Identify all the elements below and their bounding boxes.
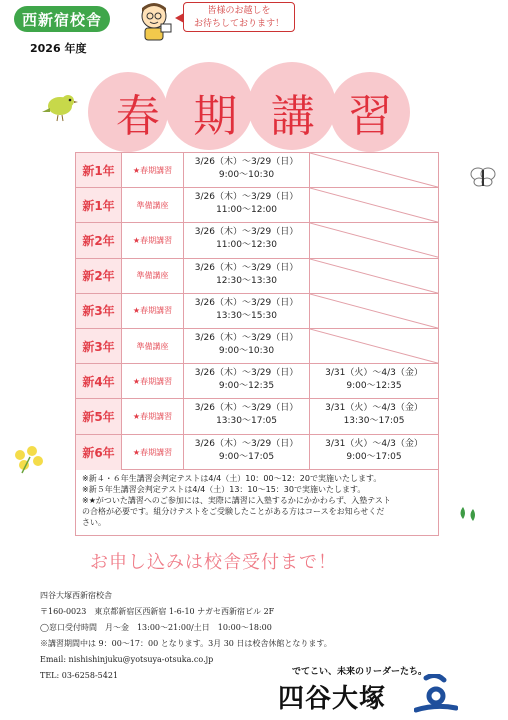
period-1-time: 9:00～17:05 (218, 451, 275, 462)
period-1-dates: 3/26（木）～3/29（日） (194, 192, 299, 203)
period-2-cell (310, 364, 438, 398)
title-char-4: 習 (348, 91, 395, 142)
title-char-3: 講 (270, 91, 317, 142)
empty-cell-slash (310, 153, 438, 187)
footer-school-name: 四谷大塚西新宿校舎 (40, 591, 112, 600)
note-line: さい。 (82, 518, 106, 527)
grade-cell: 新2年 (76, 259, 122, 293)
bubble-line-2: お待ちしております！ (193, 19, 284, 29)
period-1-dates: 3/26（木）～3/29（日） (194, 403, 299, 414)
brand-name: 四谷大塚 (278, 684, 387, 714)
period-1-dates: 3/26（木）～3/29（日） (194, 368, 299, 379)
table-row (76, 188, 438, 223)
course-cell: ★春期講習 (122, 399, 184, 433)
year-label: 2026 年度 (30, 42, 87, 55)
speech-bubble (183, 2, 295, 32)
course-cell: ★春期講習 (122, 223, 184, 257)
note-line: の合格が必要です。組分けテストをご受験したことがある方はコースをお知らせくだ (82, 507, 385, 516)
flower-icon (12, 445, 46, 475)
empty-cell-slash (310, 188, 438, 222)
note-line: ※★がついた講習へのご参加には、実際に講習に入塾するかにかかわらず、入塾テスト (82, 496, 391, 505)
apply-heading: お申し込みは校舎受付まで！ (90, 552, 337, 573)
course-cell: ★春期講習 (122, 153, 184, 187)
grade-cell: 新3年 (76, 294, 122, 328)
period-2-dates: 3/31（火）～4/3（金） (325, 438, 423, 449)
table-row (76, 153, 438, 188)
period-1-cell (184, 329, 310, 363)
period-2-time: 9:00～12:35 (346, 381, 402, 392)
empty-cell-slash (310, 294, 438, 328)
grade-cell: 新3年 (76, 329, 122, 363)
period-2-time: 13:30～17:05 (343, 416, 405, 427)
course-cell: ★春期講習 (122, 294, 184, 328)
empty-cell-slash (310, 223, 438, 257)
grade-cell: 新2年 (76, 223, 122, 257)
empty-cell-slash (310, 259, 438, 293)
grade-cell: 新1年 (76, 188, 122, 222)
table-row (76, 329, 438, 364)
period-2-dates: 3/31（火）～4/3（金） (325, 368, 423, 379)
school-badge: 西新宿校舎 (14, 6, 110, 32)
period-1-cell (184, 153, 310, 187)
empty-cell-slash (310, 329, 438, 363)
notes-box (75, 470, 439, 536)
mascot-kid-icon (132, 0, 176, 44)
period-2-dates: 3/31（火）～4/3（金） (325, 403, 423, 414)
table-row (76, 294, 438, 329)
period-1-dates: 3/26（木）～3/29（日） (194, 157, 299, 167)
course-cell: 準備講座 (122, 329, 184, 363)
period-1-cell (184, 435, 310, 470)
page-title (100, 82, 410, 142)
period-1-dates: 3/26（木）～3/29（日） (194, 297, 299, 308)
course-cell: ★春期講習 (122, 435, 184, 470)
period-2-cell (310, 399, 438, 433)
period-1-time: 9:00～10:30 (218, 170, 275, 180)
footer-notice: ※講習期間中は 9：00～17：00 となります。3月 30 日は校舎休館となります。 (40, 639, 332, 648)
grade-cell: 新4年 (76, 364, 122, 398)
period-1-cell (184, 223, 310, 257)
bird-icon (42, 90, 78, 122)
period-1-cell (184, 399, 310, 433)
period-1-time: 13:30～15:30 (216, 310, 277, 321)
table-row (76, 399, 438, 434)
title-char-2: 期 (193, 91, 240, 142)
footer-hours: ◯窓口受付時間 月～金 13:00～21:00/土日 10:00～18:00 (40, 623, 272, 632)
grade-cell: 新1年 (76, 153, 122, 187)
period-1-time: 12:30～13:30 (216, 275, 277, 286)
note-line: ※新４・６年生講習会判定テストは4/4（土）10：00～12：20で実施いたします。 (82, 474, 382, 483)
period-1-time: 9:00～12:35 (218, 381, 275, 392)
period-1-time: 11:00～12:00 (216, 205, 277, 216)
course-cell: 準備講座 (122, 188, 184, 222)
table-row (76, 435, 438, 470)
period-1-time: 9:00～10:30 (218, 346, 275, 356)
footer-phone[interactable]: TEL: 03-6258-5421 (40, 671, 119, 680)
period-1-dates: 3/26（木）～3/29（日） (194, 438, 299, 449)
butterfly-icon (470, 165, 496, 189)
period-1-cell (184, 259, 310, 293)
footer-email[interactable]: Email: nishishinjuku@yotsuya-otsuka.co.jp (40, 655, 214, 664)
schedule-table (75, 152, 439, 470)
period-2-cell (310, 435, 438, 470)
period-1-dates: 3/26（木）～3/29（日） (194, 227, 299, 238)
period-2-time: 9:00～17:05 (346, 451, 402, 462)
table-row (76, 259, 438, 294)
bubble-line-1: 皆様のお越しを (207, 6, 271, 16)
period-1-cell (184, 188, 310, 222)
grade-cell: 新5年 (76, 399, 122, 433)
period-1-time: 13:30～17:05 (216, 416, 277, 427)
grade-cell: 新6年 (76, 435, 122, 470)
note-line: ※新５年生講習会判定テストは4/4（土）13：10～15：30で実施いたします。 (82, 485, 366, 494)
course-cell: 準備講座 (122, 259, 184, 293)
period-1-dates: 3/26（木）～3/29（日） (194, 333, 299, 343)
footer-address: 〒160-0023 東京都新宿区西新宿 1-6-10 ナガセ西新宿ビル 2F (40, 607, 275, 616)
period-1-dates: 3/26（木）～3/29（日） (194, 262, 299, 273)
period-1-time: 11:00～12:30 (216, 240, 277, 251)
brand-logo-icon (414, 674, 458, 714)
period-1-cell (184, 294, 310, 328)
title-char-1: 春 (115, 91, 162, 142)
brand-tagline: でてこい、未来のリーダーたち。 (292, 667, 428, 677)
sprout-icon (458, 505, 480, 525)
table-row (76, 364, 438, 399)
table-row (76, 223, 438, 258)
period-1-cell (184, 364, 310, 398)
course-cell: ★春期講習 (122, 364, 184, 398)
